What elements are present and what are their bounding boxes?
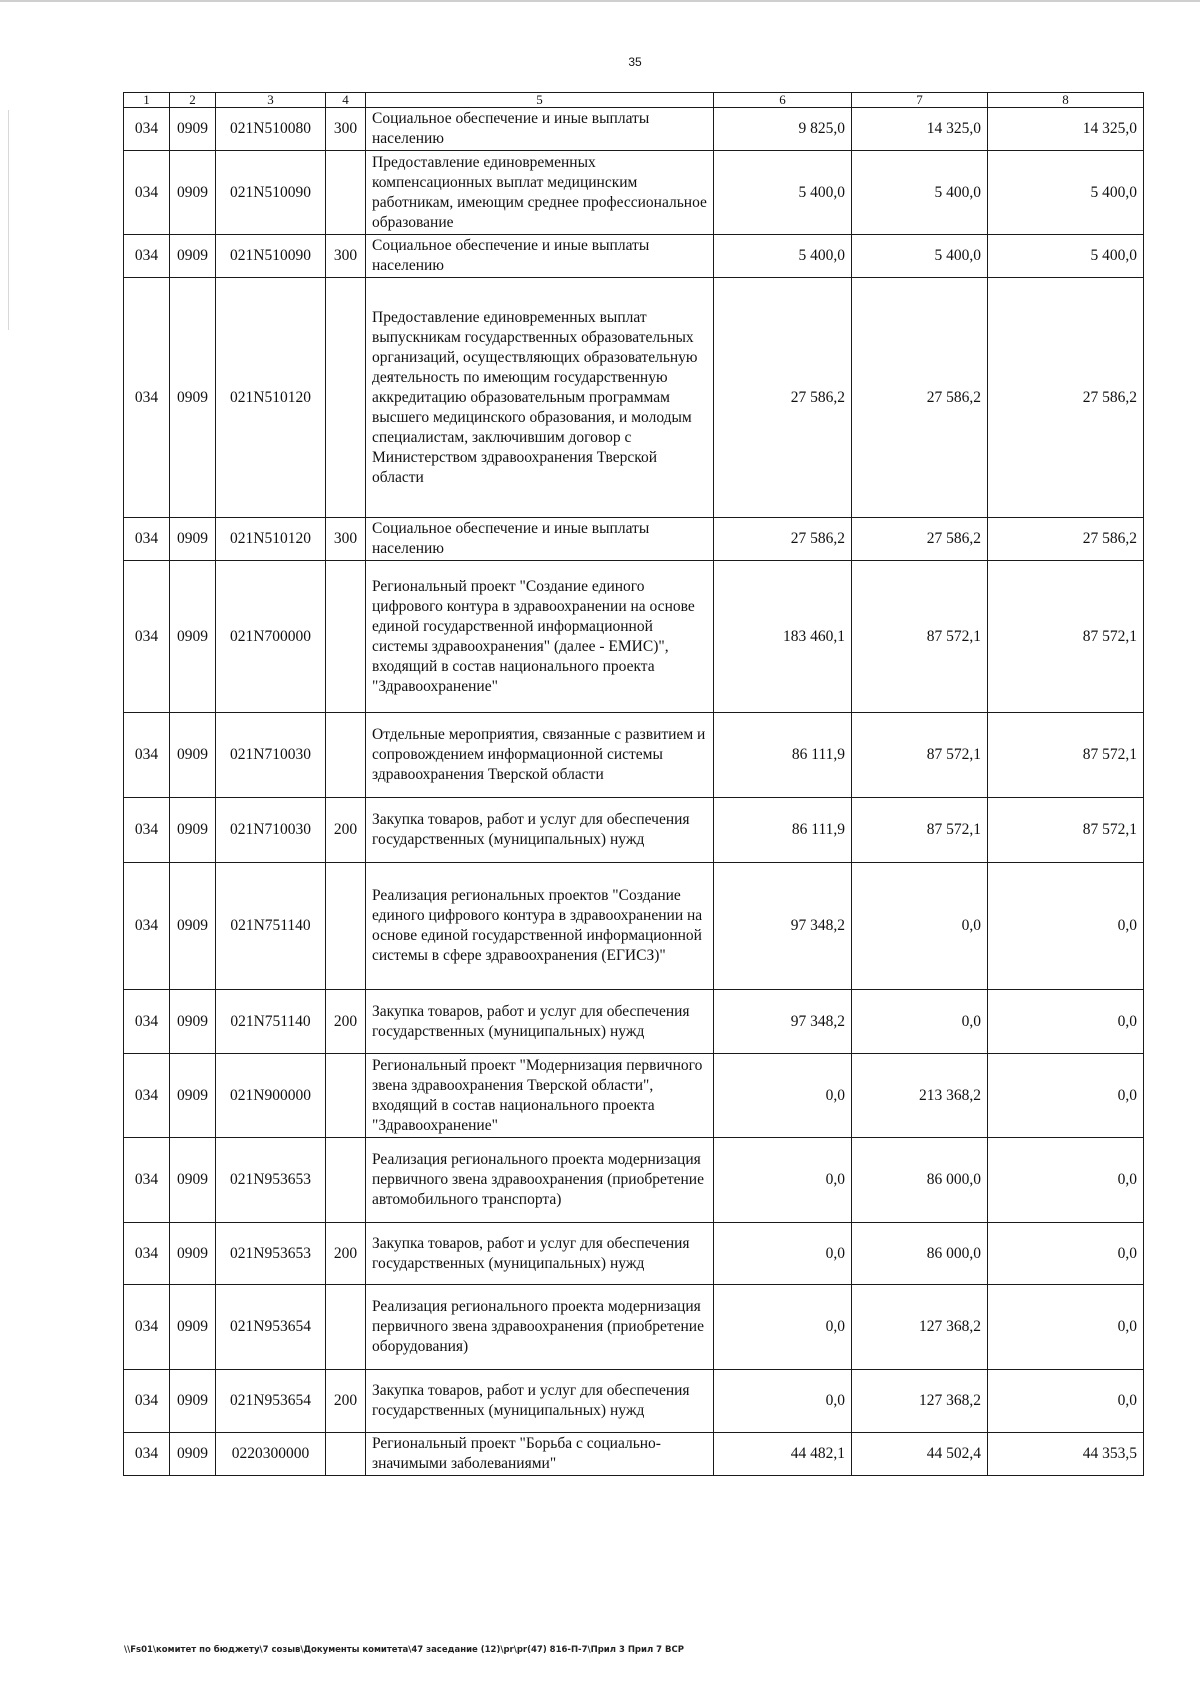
amount-col7: 87 572,1 (852, 561, 988, 713)
section-code: 0909 (170, 561, 216, 713)
amount-col8: 87 572,1 (988, 798, 1144, 863)
section-code: 0909 (170, 108, 216, 151)
section-code: 0909 (170, 1433, 216, 1476)
target-article: 021N710030 (216, 798, 326, 863)
section-code: 0909 (170, 990, 216, 1054)
ministry-code: 034 (124, 1285, 170, 1370)
amount-col8: 0,0 (988, 1370, 1144, 1433)
table-row (124, 151, 1144, 235)
amount-col6: 0,0 (714, 1223, 852, 1285)
ministry-code: 034 (124, 863, 170, 990)
amount-col6: 0,0 (714, 1138, 852, 1223)
amount-col7: 87 572,1 (852, 798, 988, 863)
ministry-code: 034 (124, 151, 170, 235)
column-header-5: 5 (366, 93, 714, 108)
expense-type: 300 (326, 518, 366, 561)
expense-type: 200 (326, 990, 366, 1054)
amount-col7: 213 368,2 (852, 1054, 988, 1138)
expense-type (326, 1285, 366, 1370)
expense-type: 200 (326, 1223, 366, 1285)
row-description: Реализация регионального проекта модернизация первичного звена здравоохранения (приобретение автомобильного транспорта) (366, 1138, 714, 1223)
amount-col8: 5 400,0 (988, 235, 1144, 278)
target-article: 021N953653 (216, 1138, 326, 1223)
target-article: 021N710030 (216, 713, 326, 798)
column-header-1: 1 (124, 93, 170, 108)
ministry-code: 034 (124, 108, 170, 151)
row-description: Закупка товаров, работ и услуг для обеспечения государственных (муниципальных) нужд (366, 1223, 714, 1285)
scan-edge-top (0, 0, 1200, 2)
amount-col8: 0,0 (988, 1223, 1144, 1285)
amount-col7: 0,0 (852, 990, 988, 1054)
amount-col8: 0,0 (988, 1054, 1144, 1138)
table-row (124, 235, 1144, 278)
table-row (124, 278, 1144, 518)
table-row (124, 713, 1144, 798)
amount-col7: 27 586,2 (852, 278, 988, 518)
amount-col6: 9 825,0 (714, 108, 852, 151)
table-row (124, 518, 1144, 561)
amount-col7: 27 586,2 (852, 518, 988, 561)
target-article: 021N510120 (216, 278, 326, 518)
expense-type (326, 278, 366, 518)
section-code: 0909 (170, 235, 216, 278)
amount-col8: 5 400,0 (988, 151, 1144, 235)
ministry-code: 034 (124, 1433, 170, 1476)
table-row (124, 1370, 1144, 1433)
ministry-code: 034 (124, 235, 170, 278)
table-row (124, 1285, 1144, 1370)
table-row (124, 798, 1144, 863)
target-article: 021N751140 (216, 990, 326, 1054)
expense-type (326, 1138, 366, 1223)
amount-col6: 183 460,1 (714, 561, 852, 713)
table-row (124, 1138, 1144, 1223)
column-header-7: 7 (852, 93, 988, 108)
target-article: 021N953654 (216, 1285, 326, 1370)
ministry-code: 034 (124, 278, 170, 518)
column-header-3: 3 (216, 93, 326, 108)
amount-col6: 44 482,1 (714, 1433, 852, 1476)
amount-col6: 0,0 (714, 1370, 852, 1433)
amount-col6: 0,0 (714, 1285, 852, 1370)
expense-type (326, 1433, 366, 1476)
amount-col8: 27 586,2 (988, 518, 1144, 561)
amount-col6: 86 111,9 (714, 713, 852, 798)
section-code: 0909 (170, 798, 216, 863)
amount-col8: 0,0 (988, 1138, 1144, 1223)
target-article: 021N953654 (216, 1370, 326, 1433)
target-article: 021N751140 (216, 863, 326, 990)
amount-col7: 5 400,0 (852, 235, 988, 278)
amount-col7: 44 502,4 (852, 1433, 988, 1476)
ministry-code: 034 (124, 990, 170, 1054)
column-header-2: 2 (170, 93, 216, 108)
amount-col6: 86 111,9 (714, 798, 852, 863)
amount-col8: 27 586,2 (988, 278, 1144, 518)
ministry-code: 034 (124, 518, 170, 561)
section-code: 0909 (170, 1223, 216, 1285)
expense-type: 300 (326, 108, 366, 151)
expense-type: 300 (326, 235, 366, 278)
section-code: 0909 (170, 713, 216, 798)
amount-col8: 44 353,5 (988, 1433, 1144, 1476)
amount-col7: 5 400,0 (852, 151, 988, 235)
amount-col8: 87 572,1 (988, 713, 1144, 798)
target-article: 021N510120 (216, 518, 326, 561)
row-description: Региональный проект "Борьба с социально-значимыми заболеваниями" (366, 1433, 714, 1476)
section-code: 0909 (170, 151, 216, 235)
expense-type: 200 (326, 1370, 366, 1433)
amount-col8: 14 325,0 (988, 108, 1144, 151)
amount-col7: 14 325,0 (852, 108, 988, 151)
row-description: Отдельные мероприятия, связанные с развитием и сопровождением информационной системы здравоохранения Тверской области (366, 713, 714, 798)
table-row (124, 1054, 1144, 1138)
row-description: Социальное обеспечение и иные выплаты населению (366, 235, 714, 278)
section-code: 0909 (170, 518, 216, 561)
expense-type (326, 713, 366, 798)
table-row (124, 863, 1144, 990)
amount-col7: 86 000,0 (852, 1223, 988, 1285)
page-number: 35 (628, 55, 642, 69)
expense-type (326, 863, 366, 990)
target-article: 021N510090 (216, 151, 326, 235)
ministry-code: 034 (124, 1138, 170, 1223)
amount-col6: 27 586,2 (714, 518, 852, 561)
target-article: 021N510090 (216, 235, 326, 278)
table-row (124, 1433, 1144, 1476)
table-row (124, 1223, 1144, 1285)
amount-col6: 97 348,2 (714, 863, 852, 990)
amount-col7: 0,0 (852, 863, 988, 990)
row-description: Закупка товаров, работ и услуг для обеспечения государственных (муниципальных) нужд (366, 990, 714, 1054)
ministry-code: 034 (124, 1370, 170, 1433)
expense-type (326, 561, 366, 713)
amount-col7: 86 000,0 (852, 1138, 988, 1223)
target-article: 021N700000 (216, 561, 326, 713)
budget-table (123, 92, 1144, 1476)
amount-col8: 0,0 (988, 1285, 1144, 1370)
section-code: 0909 (170, 863, 216, 990)
amount-col8: 87 572,1 (988, 561, 1144, 713)
amount-col7: 127 368,2 (852, 1285, 988, 1370)
section-code: 0909 (170, 1054, 216, 1138)
ministry-code: 034 (124, 798, 170, 863)
scan-edge-left (8, 110, 9, 330)
row-description: Региональный проект "Модернизация первичного звена здравоохранения Тверской области", входящий в состав национального проекта "Здравоохранение" (366, 1054, 714, 1138)
expense-type (326, 151, 366, 235)
row-description: Предоставление единовременных выплат выпускникам государственных образовательных организаций, осуществляющих образовательную деятельность по имеющим государственную аккредитацию образовательным программам высшего медицинского образования, и молодым специалистам, заключившим договор с Министерством здравоохранения Тверской области (366, 278, 714, 518)
section-code: 0909 (170, 1285, 216, 1370)
ministry-code: 034 (124, 713, 170, 798)
row-description: Региональный проект "Создание единого цифрового контура в здравоохранении на основе единой государственной информационной системы здравоохранения" (далее - ЕМИС)", входящий в состав национального проекта "Здравоохранение" (366, 561, 714, 713)
ministry-code: 034 (124, 561, 170, 713)
amount-col6: 97 348,2 (714, 990, 852, 1054)
column-header-6: 6 (714, 93, 852, 108)
amount-col6: 0,0 (714, 1054, 852, 1138)
amount-col8: 0,0 (988, 863, 1144, 990)
section-code: 0909 (170, 1370, 216, 1433)
amount-col7: 127 368,2 (852, 1370, 988, 1433)
expense-type: 200 (326, 798, 366, 863)
table-row (124, 561, 1144, 713)
row-description: Реализация регионального проекта модернизация первичного звена здравоохранения (приобретение оборудования) (366, 1285, 714, 1370)
table-body (124, 108, 1144, 1476)
amount-col6: 5 400,0 (714, 235, 852, 278)
amount-col7: 87 572,1 (852, 713, 988, 798)
row-description: Социальное обеспечение и иные выплаты населению (366, 518, 714, 561)
row-description: Предоставление единовременных компенсационных выплат медицинским работникам, имеющим среднее профессиональное образование (366, 151, 714, 235)
column-header-4: 4 (326, 93, 366, 108)
row-description: Социальное обеспечение и иные выплаты населению (366, 108, 714, 151)
footer-file-path: \\Fs01\комитет по бюджету\7 созыв\Документы комитета\47 заседание (12)\pr\pr(47) 816-П-7\Прил 3 Прил 7 ВСР (124, 1645, 684, 1655)
table-row (124, 990, 1144, 1054)
target-article: 021N953653 (216, 1223, 326, 1285)
ministry-code: 034 (124, 1223, 170, 1285)
column-header-8: 8 (988, 93, 1144, 108)
amount-col6: 27 586,2 (714, 278, 852, 518)
row-description: Закупка товаров, работ и услуг для обеспечения государственных (муниципальных) нужд (366, 798, 714, 863)
table-header-row (124, 93, 1144, 108)
row-description: Реализация региональных проектов "Создание единого цифрового контура в здравоохранении на основе единой государственной информационной системы в сфере здравоохранения (ЕГИСЗ)" (366, 863, 714, 990)
amount-col6: 5 400,0 (714, 151, 852, 235)
row-description: Закупка товаров, работ и услуг для обеспечения государственных (муниципальных) нужд (366, 1370, 714, 1433)
table-row (124, 108, 1144, 151)
section-code: 0909 (170, 1138, 216, 1223)
ministry-code: 034 (124, 1054, 170, 1138)
target-article: 021N510080 (216, 108, 326, 151)
target-article: 0220300000 (216, 1433, 326, 1476)
target-article: 021N900000 (216, 1054, 326, 1138)
amount-col8: 0,0 (988, 990, 1144, 1054)
section-code: 0909 (170, 278, 216, 518)
expense-type (326, 1054, 366, 1138)
